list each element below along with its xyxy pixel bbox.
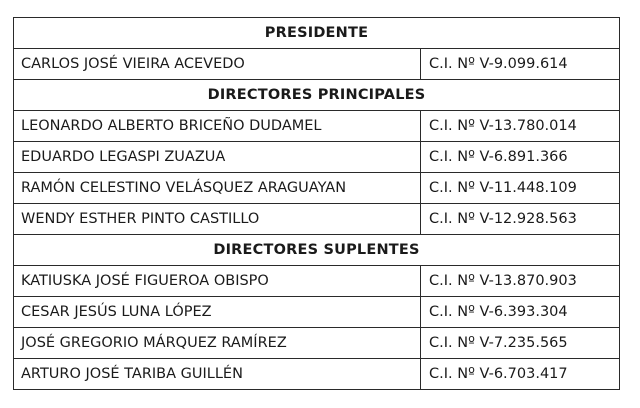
- member-ci: C.I. Nº V-12.928.563: [421, 204, 620, 235]
- board-members-table: [13, 17, 620, 390]
- member-ci: C.I. Nº V-9.099.614: [421, 49, 620, 80]
- table-row: [14, 359, 620, 390]
- section-header-row: [14, 18, 620, 49]
- member-name: ARTURO JOSÉ TARIBA GUILLÉN: [14, 359, 421, 390]
- member-name: KATIUSKA JOSÉ FIGUEROA OBISPO: [14, 266, 421, 297]
- member-ci: C.I. Nº V-13.870.903: [421, 266, 620, 297]
- member-ci: C.I. Nº V-7.235.565: [421, 328, 620, 359]
- table-row: [14, 142, 620, 173]
- member-ci: C.I. Nº V-6.891.366: [421, 142, 620, 173]
- table-row: [14, 49, 620, 80]
- section-header-row: [14, 80, 620, 111]
- member-ci: C.I. Nº V-6.703.417: [421, 359, 620, 390]
- member-name: WENDY ESTHER PINTO CASTILLO: [14, 204, 421, 235]
- member-ci: C.I. Nº V-6.393.304: [421, 297, 620, 328]
- section-title-directores-suplentes: DIRECTORES SUPLENTES: [14, 235, 620, 266]
- table-row: [14, 173, 620, 204]
- member-name: CESAR JESÚS LUNA LÓPEZ: [14, 297, 421, 328]
- member-name: CARLOS JOSÉ VIEIRA ACEVEDO: [14, 49, 421, 80]
- member-ci: C.I. Nº V-11.448.109: [421, 173, 620, 204]
- table-row: [14, 266, 620, 297]
- section-title-presidente: PRESIDENTE: [14, 18, 620, 49]
- section-title-directores-principales: DIRECTORES PRINCIPALES: [14, 80, 620, 111]
- member-name: EDUARDO LEGASPI ZUAZUA: [14, 142, 421, 173]
- member-ci: C.I. Nº V-13.780.014: [421, 111, 620, 142]
- table-row: [14, 111, 620, 142]
- member-name: LEONARDO ALBERTO BRICEÑO DUDAMEL: [14, 111, 421, 142]
- table-row: [14, 204, 620, 235]
- table-row: [14, 328, 620, 359]
- member-name: JOSÉ GREGORIO MÁRQUEZ RAMÍREZ: [14, 328, 421, 359]
- section-header-row: [14, 235, 620, 266]
- member-name: RAMÓN CELESTINO VELÁSQUEZ ARAGUAYAN: [14, 173, 421, 204]
- table-row: [14, 297, 620, 328]
